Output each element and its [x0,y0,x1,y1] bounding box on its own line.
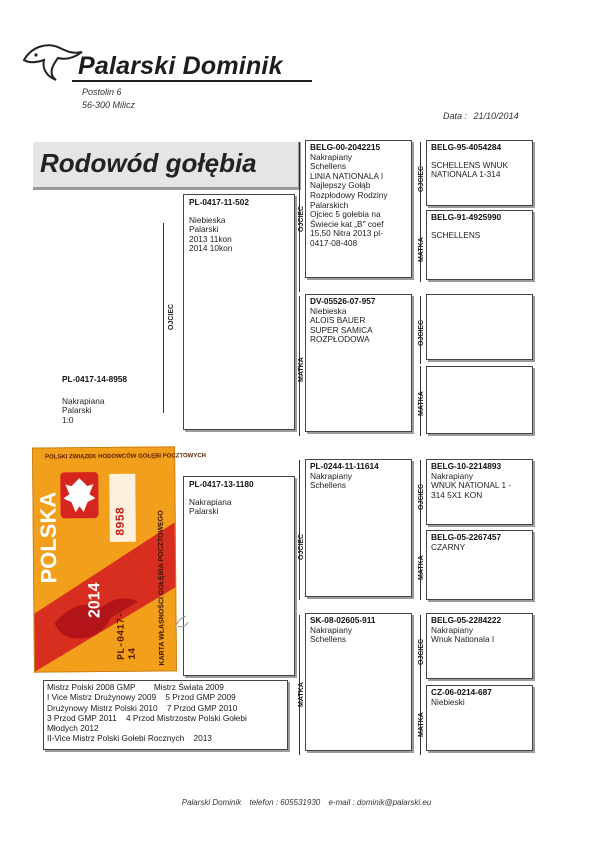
achievements-box [43,680,288,750]
ggp-ring: BELG-95-4054284 [431,142,502,152]
bird-logo-icon [22,40,84,82]
gp-line: Schellens [310,161,346,172]
breeder-name: Palarski Dominik [78,52,283,80]
gp-ring: DV-05526-07-957 [310,296,376,306]
stamp-org: POLSKI ZWIĄZEK HODOWCÓW GOŁĘBI POCZTOWYCH [45,453,207,461]
ornament-icon [172,612,192,636]
grandmother-maternal-box [305,613,412,751]
ggp-box [426,366,533,434]
footer-email[interactable]: e-mail : dominik@palarski.eu [328,798,432,807]
ggp-line: Nakrapiany [431,470,473,481]
mother-line: Nakrapiana [189,496,232,507]
footer-name: Palarski Dominik [181,798,242,807]
gp-line: Schellens [310,634,346,645]
stamp-year: 2014 [86,582,104,619]
mother-label: MATKA [418,555,425,580]
page-title: Rodowód gołębia [40,148,257,178]
date-label: Data : [443,111,468,121]
subject-color: Nakrapiana [62,395,105,406]
breeder-city: 56-300 Milicz [82,100,136,110]
stamp-number: 8958 [113,506,128,536]
achievement-line: I Vice Mistrz Drużynowy 2009 5 Przod GMP 2009 [47,692,236,703]
gp-line: LINIA NATIONALA I [310,170,384,181]
ggp-line: Nakrapiany [431,624,473,635]
grandmother-paternal-box [305,294,412,432]
gp-line: ROZPŁODOWA [310,334,370,345]
subject-pigeon [62,375,162,425]
mother-box [183,476,295,676]
mother-line: Palarski [189,506,219,517]
connector-line [299,460,300,600]
gp-line: Palarskich [310,199,349,210]
father-line: 2014 10kon [189,243,233,254]
date [443,111,519,121]
father-label: OJCIEC [168,303,175,330]
father-label: OJCIEC [298,533,305,560]
ggp-ring: BELG-91-4925990 [431,212,502,222]
stamp-card-title: KARTA WŁASNOŚCI GOŁĘBIA POCZTOWEGO [157,510,166,666]
ggp-box [426,459,533,525]
father-label: OJCIEC [298,205,305,232]
mother-label: MATKA [418,712,425,737]
mother-ring: PL-0417-13-1180 [189,479,254,489]
ggp-line: Wnuk Nationala I [431,634,495,645]
achievement-line: Drużynowy Mistrz Polski 2010 7 Przod GMP 2010 [47,702,238,713]
breeder-street: Postolin 6 [82,87,122,97]
gp-ring: SK-08-02605-911 [310,615,376,625]
footer-phone: telefon : 605531930 [249,798,321,807]
father-line: Palarski [189,224,219,235]
gp-line: Nakrapiany [310,624,352,635]
date-value: 21/10/2014 [473,111,519,121]
mother-label: MATKA [418,391,425,416]
ggp-line: NATIONALA 1-314 [431,169,501,180]
father-line: 2013 11kon [189,233,232,244]
ggp-line: CZARNY [431,541,466,552]
ggp-line: SCHELLENS WNUK [431,159,508,170]
father-line: Niebieska [189,214,226,225]
gp-line: 15,50 Nitra 2013 pl- [310,228,383,239]
stamp-ring: PL-0417-14 [116,611,139,660]
subject-note: 1:0 [62,414,74,425]
ggp-box [426,685,533,751]
ggp-box [426,530,533,600]
ggp-box [426,294,533,360]
gp-line: 0417-08-408 [310,237,358,248]
gp-ring: PL-0244-11-11614 [310,461,379,471]
gp-line: ALOIS BAUER [310,315,366,326]
stamp-country: POLSKA [35,491,62,584]
gp-line: Schellens [310,480,346,491]
father-label: OJCIEC [418,483,425,510]
father-box [183,194,295,430]
gp-line: Świecie kat „B" coef [310,218,384,229]
ggp-ring: BELG-10-2214893 [431,461,502,471]
father-label: OJCIEC [418,319,425,346]
father-label: OJCIEC [418,165,425,192]
grandfather-maternal-box [305,459,412,597]
achievement-line: II-Vice Mistrz Polski Gołebi Rocznych 2013 [47,733,212,744]
logo-underline [72,80,312,82]
gp-line: Rozpłodowy Rodziny [310,189,388,200]
gp-line: Nakrapiany [310,470,352,481]
mother-label: MATKA [298,682,305,707]
ggp-ring: BELG-05-2284222 [431,615,502,625]
ggp-line: 314 5X1 KON [431,489,483,500]
ggp-line: SCHELLENS [431,229,481,240]
achievement-line: Młodych 2012 [47,723,99,734]
subject-ring: PL-0417-14-8958 [62,374,128,384]
mother-label: MATKA [298,357,305,382]
achievement-line: 3 Przod GMP 2011 4 Przod Mistrzostw Polski Gołebi [47,712,247,723]
ggp-box [426,210,533,280]
ggp-box [426,613,533,679]
gp-line: Ojciec 5 gołebia na [310,209,381,220]
ggp-line: Niebieski [431,696,465,707]
footer [0,798,613,807]
gp-line: SUPER SAMICA [310,324,373,335]
mother-label: MATKA [418,237,425,262]
father-label: OJCIEC [418,638,425,665]
gp-line: Najlepszy Gołąb [310,180,371,191]
achievement-line: Mistrz Polski 2008 GMP Mistrz Świata 2009 [47,682,224,692]
gp-line: Niebieska [310,305,347,316]
connector-line [163,223,164,413]
subject-sex: Palarski [62,405,92,416]
gp-ring: BELG-00-2042215 [310,142,381,152]
ggp-ring: CZ-06-0214-687 [431,687,492,697]
ggp-box [426,140,533,206]
ggp-line: WNUK NATIONAL 1 - [431,480,512,491]
grandfather-paternal-box [305,140,412,278]
gp-line: Nakrapiany [310,151,352,162]
father-ring: PL-0417-11-502 [189,197,249,207]
ggp-ring: BELG-05-2267457 [431,532,502,542]
